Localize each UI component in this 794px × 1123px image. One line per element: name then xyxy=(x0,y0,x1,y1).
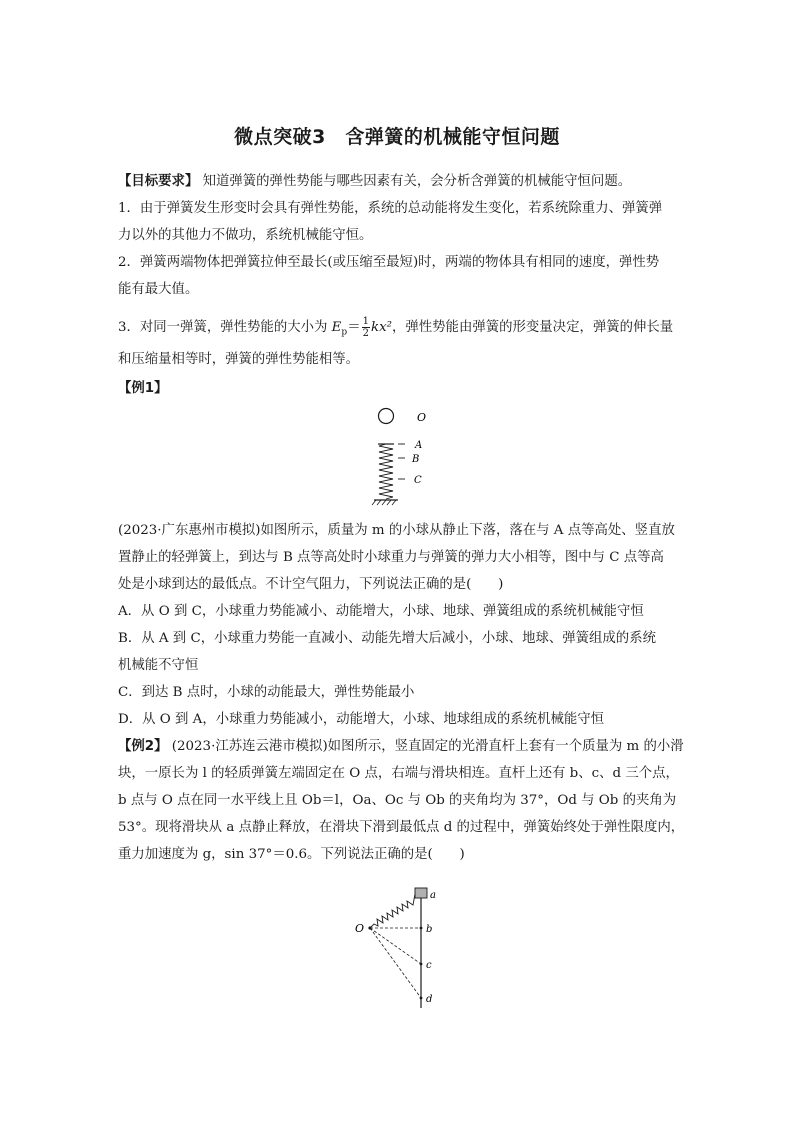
point-3-post: ，弹性势能由弹簧的形变量决定，弹簧的伸长量 xyxy=(392,320,674,335)
formula-rhs: kx² xyxy=(370,320,392,335)
example-2-line-1 xyxy=(118,738,684,756)
formula-eq: ＝ xyxy=(347,320,361,335)
label-C: C xyxy=(414,475,422,486)
option-B-cont: 机械能不守恒 xyxy=(118,658,199,673)
label-B: B xyxy=(412,454,420,465)
example-2-stem-3: b 点与 O 点在同一水平线上且 Ob＝l，Oa、Oc 与 Ob 的夹角均为 37°，Od 与 Ob 的夹角为 xyxy=(118,793,677,808)
spring-icon xyxy=(379,444,393,499)
ball-icon xyxy=(379,409,394,424)
point-1-line-1: 1．由于弹簧发生形变时会具有弹性势能，系统的总动能将发生变化，若系统除重力、弹簧弹 xyxy=(118,201,663,216)
point-2-line-1: 2．弹簧两端物体把弹簧拉伸至最长(或压缩至最短)时，两端的物体具有相同的速度，弹性势 xyxy=(118,255,660,270)
label-O: O xyxy=(417,411,427,424)
example-2-stem-1: (2023·江苏连云港市模拟)如图所示，竖直固定的光滑直杆上套有一个质量为 m 的小滑 xyxy=(171,739,684,754)
point-3-pre: 3．对同一弹簧，弹性势能的大小为 xyxy=(118,320,332,335)
page-title: 微点突破3 含弹簧的机械能守恒问题 xyxy=(234,126,560,148)
label-O2: O xyxy=(355,922,365,935)
point-3-line-2: 和压缩量相等时，弹簧的弹性势能相等。 xyxy=(118,352,360,367)
example-1-tag: 【例1】 xyxy=(118,381,168,396)
label-a: a xyxy=(430,890,436,901)
label-c: c xyxy=(426,960,432,971)
coil-spring-icon xyxy=(370,894,415,928)
formula-sub: p xyxy=(341,327,348,338)
option-D: D．从 O 到 A，小球重力势能减小，动能增大，小球、地球组成的系统机械能守恒 xyxy=(118,712,605,727)
example-2-tag: 【例2】 xyxy=(118,739,168,754)
goal-tag: 【目标要求】 xyxy=(118,174,199,189)
label-b: b xyxy=(426,924,433,935)
example-1-stem-3: 处是小球到达的最低点。不计空气阻力，下列说法正确的是( ) xyxy=(118,577,504,592)
option-B: B．从 A 到 C，小球重力势能一直减小、动能先增大后减小，小球、地球、弹簧组成的系统 xyxy=(118,631,656,646)
goal-text: 知道弹簧的弹性势能与哪些因素有关，会分析含弹簧的机械能守恒问题。 xyxy=(202,174,632,189)
example-1-stem-2: 置静止的轻弹簧上，到达与 B 点等高处时小球重力与弹簧的弹力大小相等，图中与 C 点等高 xyxy=(118,550,664,565)
formula-lhs: E xyxy=(331,320,342,335)
example-2-figure xyxy=(350,882,460,1012)
point-1-line-2: 力以外的其他力不做功，系统机械能守恒。 xyxy=(118,228,373,243)
label-A: A xyxy=(415,440,423,451)
fraction-denominator: 2 xyxy=(362,328,369,339)
fraction-numerator: 1 xyxy=(362,316,369,327)
example-1-figure xyxy=(360,402,460,522)
label-d: d xyxy=(426,994,433,1005)
point-2-line-2: 能有最大值。 xyxy=(118,282,199,297)
option-A: A．从 O 到 C，小球重力势能减小、动能增大，小球、地球、弹簧组成的系统机械能守恒 xyxy=(118,604,644,619)
formula-fraction xyxy=(362,316,370,339)
point-3-line-1 xyxy=(118,316,673,342)
slider-block-icon xyxy=(415,888,427,898)
example-2-stem-5: 重力加速度为 g，sin 37°＝0.6。下列说法正确的是( ) xyxy=(118,847,465,862)
option-C: C．到达 B 点时，小球的动能最大，弹性势能最小 xyxy=(118,685,415,700)
goal-line xyxy=(118,173,631,191)
example-1-stem-1: (2023·广东惠州市模拟)如图所示，质量为 m 的小球从静止下落，落在与 A 点等高处、竖直放 xyxy=(118,523,675,538)
example-2-stem-2: 块，一原长为 l 的轻质弹簧左端固定在 O 点，右端与滑块相连。直杆上还有 b、c、d 三个点， xyxy=(118,766,679,781)
example-2-stem-4: 53°。现将滑块从 a 点静止释放，在滑块下滑到最低点 d 的过程中，弹簧始终处于弹性限度内， xyxy=(118,820,685,835)
